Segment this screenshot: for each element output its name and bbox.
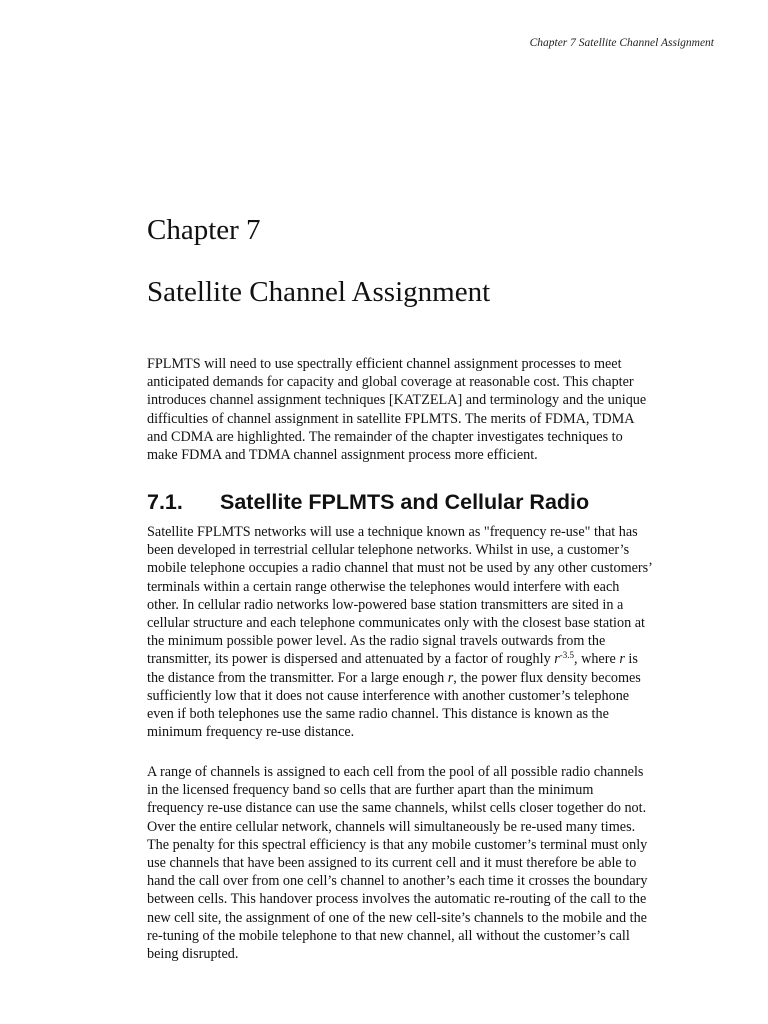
text-line-with-variable bbox=[147, 669, 722, 687]
text-fragment: , the power flux density becomes bbox=[453, 669, 641, 686]
text-line: hand the call over from one cell’s channel to another’s each time it crosses the boundary bbox=[147, 873, 648, 890]
text-line: use channels that have been assigned to its current cell and it must therefore be able to bbox=[147, 855, 637, 872]
section-heading bbox=[147, 488, 589, 516]
text-line: difficulties of channel assignment in satellite FPLMTS. The merits of FDMA, TDMA bbox=[147, 410, 635, 427]
text-line: being disrupted. bbox=[147, 946, 239, 963]
text-line: cellular structure and each telephone communicates only with the closest base station at bbox=[147, 615, 645, 632]
text-line: Satellite FPLMTS networks will use a technique known as "frequency re-use" that has bbox=[147, 524, 638, 540]
text-line: re-tuning of the mobile telephone to that new channel, all without the customer’s call bbox=[147, 927, 630, 944]
text-line: been developed in terrestrial cellular telephone networks. Whilst in use, a customer’s bbox=[147, 542, 630, 559]
text-line: FPLMTS will need to use spectrally efficient channel assignment processes to meet bbox=[147, 356, 622, 372]
text-line: new cell site, the assignment of one of the new cell-site’s channels to the mobile and the bbox=[147, 909, 647, 926]
section-paragraph-2 bbox=[147, 763, 722, 963]
section-paragraph-1 bbox=[147, 523, 722, 741]
text-line: Over the entire cellular network, channels will simultaneously be re-used many times. bbox=[147, 818, 636, 835]
text-line: sufficiently low that it does not cause interference with another customer’s telephone bbox=[147, 687, 630, 704]
text-line: between cells. This handover process involves the automatic re-routing of the call to the bbox=[147, 891, 647, 908]
chapter-number: Chapter 7 bbox=[147, 214, 261, 246]
text-line: other. In cellular radio networks low-powered base station transmitters are sited in a bbox=[147, 596, 624, 613]
running-header: Chapter 7 Satellite Channel Assignment bbox=[529, 37, 714, 49]
text-line: mobile telephone occupies a radio channel that must not be used by any other customers’ bbox=[147, 560, 653, 577]
text-line: terminals within a certain range otherwise the telephones would interfere with each bbox=[147, 578, 620, 595]
text-line: minimum frequency re-use distance. bbox=[147, 724, 355, 741]
variable-r: r bbox=[619, 651, 625, 668]
text-line: frequency re-use distance can use the same channels, whilst cells closer together do not. bbox=[147, 800, 647, 817]
text-line: in the licensed frequency band so cells that are further apart than the minimum bbox=[147, 782, 594, 799]
variable-r: r bbox=[447, 669, 454, 686]
text-fragment: transmitter, its power is dispersed and attenuated by a factor of roughly bbox=[147, 651, 555, 668]
exponent: -3.5 bbox=[559, 650, 574, 661]
text-line: introduces channel assignment techniques [KATZELA] and terminology and the unique bbox=[147, 392, 647, 409]
intro-paragraph bbox=[147, 355, 722, 464]
section-number: 7.1. bbox=[147, 490, 183, 514]
text-line: A range of channels is assigned to each cell from the pool of all possible radio channels bbox=[147, 764, 644, 780]
text-fragment: is bbox=[624, 651, 638, 668]
text-fragment: , where bbox=[574, 651, 620, 668]
text-line: The penalty for this spectral efficiency is that any mobile customer’s terminal must only bbox=[147, 836, 648, 853]
text-fragment: the distance from the transmitter. For a large enough bbox=[147, 669, 445, 686]
variable-r: r bbox=[554, 651, 560, 668]
text-line: the minimum possible power level. As the radio signal travels outwards from the bbox=[147, 633, 606, 650]
text-line: make FDMA and TDMA channel assignment process more efficient. bbox=[147, 447, 538, 464]
section-title: Satellite FPLMTS and Cellular Radio bbox=[220, 490, 590, 514]
text-line: anticipated demands for capacity and global coverage at reasonable cost. This chapter bbox=[147, 374, 634, 391]
text-line: and CDMA are highlighted. The remainder of the chapter investigates techniques to bbox=[147, 428, 623, 445]
chapter-title: Satellite Channel Assignment bbox=[147, 276, 491, 308]
text-line: even if both telephones use the same radio channel. This distance is known as the bbox=[147, 706, 609, 723]
text-line-with-formula bbox=[147, 650, 722, 668]
